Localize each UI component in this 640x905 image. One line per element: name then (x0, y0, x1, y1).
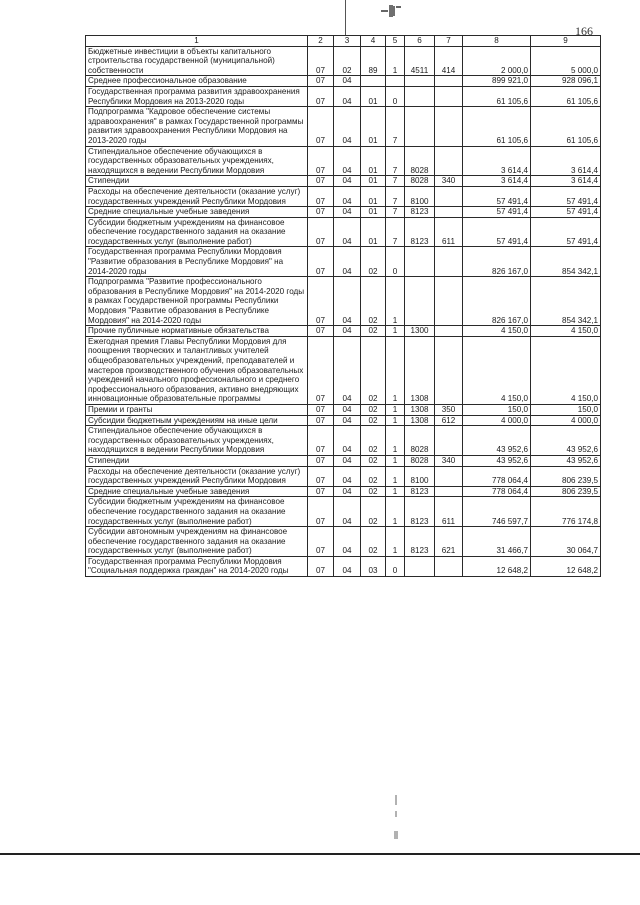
code-subsection: 04 (334, 247, 361, 277)
amount-year-2: 30 064,7 (531, 527, 601, 557)
code-expense-type (435, 76, 463, 87)
row-name: Стипендии (86, 176, 308, 187)
table-row (86, 247, 601, 277)
code-direction: 1308 (405, 415, 435, 426)
amount-year-2: 57 491,4 (531, 217, 601, 247)
code-direction: 8123 (405, 217, 435, 247)
table-row (86, 426, 601, 456)
row-name: Бюджетные инвестиции в объекты капитального строительства государственной (муниципальной) собственности (86, 46, 308, 76)
amount-year-1: 746 597,7 (463, 497, 531, 527)
table-row (86, 326, 601, 337)
row-name: Среднее профессиональное образование (86, 76, 308, 87)
code-section: 07 (308, 404, 334, 415)
code-subprogram: 1 (386, 326, 405, 337)
code-subprogram: 7 (386, 186, 405, 206)
code-program: 01 (361, 207, 386, 218)
code-direction (405, 556, 435, 576)
row-name: Государственная программа Республики Мордовия "Развитие образования в Республике Мордовия" на 2014-2020 годы (86, 247, 308, 277)
code-direction: 1300 (405, 326, 435, 337)
code-subprogram: 1 (386, 46, 405, 76)
amount-year-2: 5 000,0 (531, 46, 601, 76)
amount-year-1: 150,0 (463, 404, 531, 415)
code-expense-type: 340 (435, 455, 463, 466)
code-expense-type (435, 107, 463, 146)
row-name: Стипендиальное обеспечение обучающихся в государственных образовательных учреждениях, находящихся в ведении Республики Мордовия (86, 146, 308, 176)
table-row (86, 404, 601, 415)
code-section: 07 (308, 76, 334, 87)
code-subprogram: 1 (386, 486, 405, 497)
code-section: 07 (308, 336, 334, 404)
code-subsection: 04 (334, 86, 361, 106)
code-section: 07 (308, 86, 334, 106)
table-row (86, 217, 601, 247)
code-section: 07 (308, 217, 334, 247)
row-name: Субсидии бюджетным учреждениям на финансовое обеспечение государственного задания на оказание государственных услуг (выполнение работ) (86, 217, 308, 247)
code-expense-type (435, 277, 463, 326)
code-program: 02 (361, 247, 386, 277)
code-direction: 8123 (405, 497, 435, 527)
amount-year-1: 778 064,4 (463, 486, 531, 497)
amount-year-2: 4 000,0 (531, 415, 601, 426)
code-subprogram: 1 (386, 497, 405, 527)
code-subsection: 04 (334, 426, 361, 456)
header-col-9: 9 (531, 36, 601, 47)
row-name: Стипендиальное обеспечение обучающихся в государственных образовательных учреждениях, находящихся в ведении Республики Мордовия (86, 426, 308, 456)
code-program: 02 (361, 527, 386, 557)
code-expense-type (435, 556, 463, 576)
code-program: 02 (361, 277, 386, 326)
code-subsection: 04 (334, 76, 361, 87)
code-subprogram: 7 (386, 207, 405, 218)
amount-year-1: 4 150,0 (463, 326, 531, 337)
table-row (86, 76, 601, 87)
code-subprogram: 1 (386, 404, 405, 415)
header-col-1: 1 (86, 36, 308, 47)
code-direction: 8100 (405, 466, 435, 486)
code-expense-type (435, 247, 463, 277)
scan-artifact-line (345, 0, 346, 36)
amount-year-2: 4 150,0 (531, 326, 601, 337)
amount-year-2: 928 096,1 (531, 76, 601, 87)
amount-year-2: 43 952,6 (531, 455, 601, 466)
code-program: 02 (361, 486, 386, 497)
code-expense-type: 612 (435, 415, 463, 426)
scan-bottom-edge (0, 853, 640, 855)
code-expense-type: 414 (435, 46, 463, 76)
amount-year-1: 826 167,0 (463, 277, 531, 326)
code-section: 07 (308, 426, 334, 456)
amount-year-1: 899 921,0 (463, 76, 531, 87)
code-subsection: 04 (334, 556, 361, 576)
table-body (86, 46, 601, 576)
code-direction: 4511 (405, 46, 435, 76)
code-program: 01 (361, 86, 386, 106)
row-name: Подпрограмма "Развитие профессионального образования в Республике Мордовия" на 2014-2020 годы в рамках Государственной программы Республики Мордовия "Развитие образования в Республике Мордовия" на 2014-2020 годы (86, 277, 308, 326)
table-row (86, 46, 601, 76)
amount-year-2: 806 239,5 (531, 466, 601, 486)
code-section: 07 (308, 277, 334, 326)
code-expense-type (435, 186, 463, 206)
amount-year-1: 3 614,4 (463, 176, 531, 187)
code-subprogram: 7 (386, 107, 405, 146)
amount-year-1: 31 466,7 (463, 527, 531, 557)
row-name: Расходы на обеспечение деятельности (оказание услуг) государственных учреждений Республики Мордовия (86, 466, 308, 486)
header-col-3: 3 (334, 36, 361, 47)
code-expense-type (435, 486, 463, 497)
code-subprogram: 0 (386, 247, 405, 277)
code-subsection: 04 (334, 527, 361, 557)
code-subsection: 04 (334, 186, 361, 206)
amount-year-1: 57 491,4 (463, 217, 531, 247)
code-section: 07 (308, 207, 334, 218)
table-row (86, 486, 601, 497)
code-expense-type (435, 426, 463, 456)
code-subsection: 04 (334, 176, 361, 187)
code-subprogram: 1 (386, 415, 405, 426)
row-name: Средние специальные учебные заведения (86, 207, 308, 218)
code-subsection: 04 (334, 277, 361, 326)
code-section: 07 (308, 107, 334, 146)
row-name: Премии и гранты (86, 404, 308, 415)
code-subprogram (386, 76, 405, 87)
code-program: 01 (361, 186, 386, 206)
code-section: 07 (308, 455, 334, 466)
code-subsection: 04 (334, 326, 361, 337)
code-direction: 8123 (405, 207, 435, 218)
amount-year-1: 2 000,0 (463, 46, 531, 76)
table-row (86, 186, 601, 206)
scan-artifact-dots (393, 795, 399, 845)
header-col-2: 2 (308, 36, 334, 47)
code-program: 01 (361, 146, 386, 176)
code-program: 02 (361, 426, 386, 456)
code-program: 02 (361, 466, 386, 486)
amount-year-1: 57 491,4 (463, 207, 531, 218)
code-section: 07 (308, 527, 334, 557)
row-name: Субсидии бюджетным учреждениям на финансовое обеспечение государственного задания на оказание государственных услуг (выполнение работ) (86, 497, 308, 527)
amount-year-1: 12 648,2 (463, 556, 531, 576)
code-subprogram: 0 (386, 556, 405, 576)
amount-year-2: 3 614,4 (531, 176, 601, 187)
code-subsection: 02 (334, 46, 361, 76)
table-row (86, 277, 601, 326)
amount-year-2: 61 105,6 (531, 86, 601, 106)
code-program: 02 (361, 455, 386, 466)
amount-year-2: 61 105,6 (531, 107, 601, 146)
amount-year-1: 57 491,4 (463, 186, 531, 206)
code-direction: 8028 (405, 426, 435, 456)
table-row (86, 415, 601, 426)
code-subsection: 04 (334, 415, 361, 426)
code-expense-type (435, 466, 463, 486)
code-program: 02 (361, 404, 386, 415)
code-section: 07 (308, 497, 334, 527)
code-subsection: 04 (334, 486, 361, 497)
row-name: Средние специальные учебные заведения (86, 486, 308, 497)
code-subprogram: 1 (386, 336, 405, 404)
code-subsection: 04 (334, 404, 361, 415)
code-direction: 8123 (405, 527, 435, 557)
amount-year-2: 43 952,6 (531, 426, 601, 456)
code-expense-type (435, 207, 463, 218)
amount-year-1: 3 614,4 (463, 146, 531, 176)
row-name: Субсидии автономным учреждениям на финансовое обеспечение государственного задания на оказание государственных услуг (выполнение работ) (86, 527, 308, 557)
code-section: 07 (308, 146, 334, 176)
code-subsection: 04 (334, 146, 361, 176)
code-subprogram: 7 (386, 146, 405, 176)
table-row (86, 497, 601, 527)
code-expense-type (435, 336, 463, 404)
header-col-7: 7 (435, 36, 463, 47)
code-subprogram: 1 (386, 466, 405, 486)
code-section: 07 (308, 556, 334, 576)
table-row (86, 466, 601, 486)
code-direction (405, 107, 435, 146)
code-program: 02 (361, 415, 386, 426)
table-row (86, 176, 601, 187)
row-name: Стипендии (86, 455, 308, 466)
page-number: 166 (575, 24, 593, 38)
code-subprogram: 0 (386, 86, 405, 106)
header-col-8: 8 (463, 36, 531, 47)
code-subsection: 04 (334, 497, 361, 527)
amount-year-2: 806 239,5 (531, 486, 601, 497)
table-row (86, 107, 601, 146)
code-program: 89 (361, 46, 386, 76)
amount-year-1: 778 064,4 (463, 466, 531, 486)
code-direction: 1308 (405, 336, 435, 404)
table-row (86, 207, 601, 218)
amount-year-2: 854 342,1 (531, 277, 601, 326)
code-expense-type: 611 (435, 497, 463, 527)
amount-year-1: 4 000,0 (463, 415, 531, 426)
code-direction (405, 86, 435, 106)
code-subsection: 04 (334, 107, 361, 146)
code-section: 07 (308, 466, 334, 486)
code-expense-type (435, 326, 463, 337)
code-expense-type (435, 146, 463, 176)
amount-year-2: 854 342,1 (531, 247, 601, 277)
code-subsection: 04 (334, 207, 361, 218)
table-row (86, 336, 601, 404)
code-program: 01 (361, 217, 386, 247)
amount-year-2: 3 614,4 (531, 146, 601, 176)
code-program: 03 (361, 556, 386, 576)
code-section: 07 (308, 46, 334, 76)
code-expense-type: 621 (435, 527, 463, 557)
row-name: Государственная программа Республики Мордовия "Социальная поддержка граждан" на 2014-2020 годы (86, 556, 308, 576)
amount-year-1: 43 952,6 (463, 455, 531, 466)
amount-year-1: 4 150,0 (463, 336, 531, 404)
row-name: Государственная программа развития здравоохранения Республики Мордовия на 2013-2020 годы (86, 86, 308, 106)
table-row (86, 527, 601, 557)
amount-year-2: 57 491,4 (531, 186, 601, 206)
budget-table (85, 35, 601, 577)
row-name: Прочие публичные нормативные обязательства (86, 326, 308, 337)
amount-year-1: 61 105,6 (463, 86, 531, 106)
code-program (361, 76, 386, 87)
code-section: 07 (308, 176, 334, 187)
code-program: 02 (361, 336, 386, 404)
code-direction: 8028 (405, 455, 435, 466)
amount-year-2: 12 648,2 (531, 556, 601, 576)
header-row (86, 36, 601, 47)
code-subprogram: 1 (386, 277, 405, 326)
code-section: 07 (308, 247, 334, 277)
table-row (86, 556, 601, 576)
code-section: 07 (308, 415, 334, 426)
code-direction: 8028 (405, 146, 435, 176)
code-direction (405, 247, 435, 277)
scan-artifact-mark (380, 4, 402, 18)
code-section: 07 (308, 326, 334, 337)
code-direction (405, 277, 435, 326)
code-subprogram: 1 (386, 527, 405, 557)
code-subprogram: 7 (386, 217, 405, 247)
table-row (86, 86, 601, 106)
amount-year-2: 776 174,8 (531, 497, 601, 527)
code-expense-type (435, 86, 463, 106)
amount-year-2: 150,0 (531, 404, 601, 415)
table-row (86, 455, 601, 466)
code-subprogram: 1 (386, 455, 405, 466)
row-name: Расходы на обеспечение деятельности (оказание услуг) государственных учреждений Республики Мордовия (86, 186, 308, 206)
code-direction: 8028 (405, 176, 435, 187)
code-subprogram: 1 (386, 426, 405, 456)
code-subsection: 04 (334, 336, 361, 404)
row-name: Субсидии бюджетным учреждениям на иные цели (86, 415, 308, 426)
code-expense-type: 350 (435, 404, 463, 415)
code-program: 01 (361, 107, 386, 146)
amount-year-1: 43 952,6 (463, 426, 531, 456)
code-section: 07 (308, 186, 334, 206)
code-direction (405, 76, 435, 87)
code-subsection: 04 (334, 455, 361, 466)
code-subsection: 04 (334, 217, 361, 247)
code-direction: 1308 (405, 404, 435, 415)
row-name: Подпрограмма "Кадровое обеспечение системы здравоохранения" в рамках Государственной программы развития здравоохранения Республики Мордовия на 2013-2020 годы (86, 107, 308, 146)
header-col-4: 4 (361, 36, 386, 47)
header-col-5: 5 (386, 36, 405, 47)
header-col-6: 6 (405, 36, 435, 47)
code-section: 07 (308, 486, 334, 497)
code-direction: 8100 (405, 186, 435, 206)
code-program: 01 (361, 176, 386, 187)
amount-year-1: 61 105,6 (463, 107, 531, 146)
code-expense-type: 611 (435, 217, 463, 247)
code-expense-type: 340 (435, 176, 463, 187)
code-subprogram: 7 (386, 176, 405, 187)
table-header (86, 36, 601, 47)
code-subsection: 04 (334, 466, 361, 486)
amount-year-1: 826 167,0 (463, 247, 531, 277)
row-name: Ежегодная премия Главы Республики Мордовия для поощрения творческих и талантливых учителей общеобразовательных учреждений, преподавателей и мастеров производственного обучения образовательных учреждений начального профессионального и среднего профессионального образования, активно внедряющих инновационные образовательные программы (86, 336, 308, 404)
amount-year-2: 4 150,0 (531, 336, 601, 404)
amount-year-2: 57 491,4 (531, 207, 601, 218)
table-row (86, 146, 601, 176)
code-direction: 8123 (405, 486, 435, 497)
code-program: 02 (361, 497, 386, 527)
code-program: 02 (361, 326, 386, 337)
